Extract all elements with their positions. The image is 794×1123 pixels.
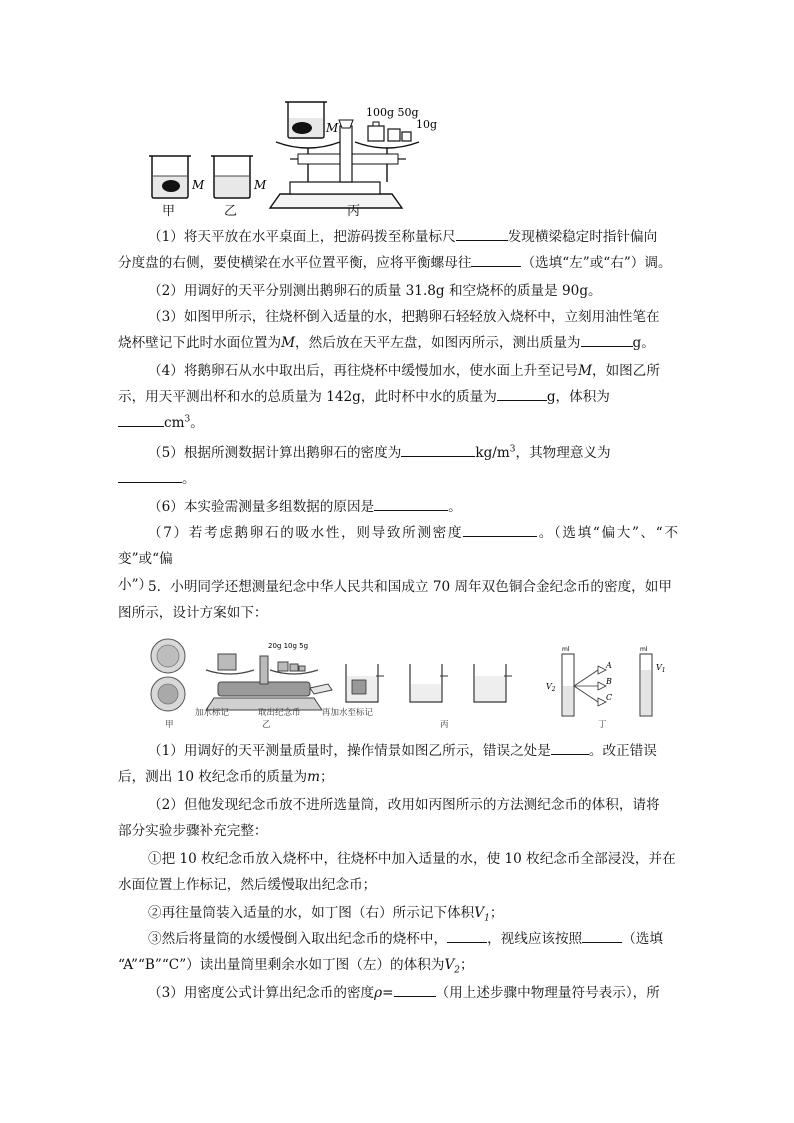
sightline-a: A [606, 661, 612, 670]
coins-jia [151, 639, 185, 711]
q5-circle3: ③然后将量筒的水缓慢倒入取出纪念币的烧杯中， ，视线应该按照 （选填 “A”“B”“C”）读出量筒里剩余水如丁图（左）的体积为$V_2$； [118, 926, 678, 978]
q5-step2: （2）但他发现纪念币放不进所选量筒，改用如丙图所示的方法测纪念币的体积，请将 部分实验步骤补充完整： [118, 797, 660, 839]
blank-13 [394, 982, 436, 997]
blank-3 [581, 332, 633, 347]
label-take-coin: 取出纪念币 [258, 708, 301, 718]
q1-part4: （4）将鹅卵石从水中取出后，再往烧杯中缓慢加水，使水面上升至记号M，如图乙所 示，用天平测出杯和水的总质量为 142g，此时杯中水的质量为 g，体积为 $cm^3$。 [118, 363, 660, 431]
blank-1 [456, 226, 508, 241]
label-yi: 乙 [224, 204, 238, 219]
blank-11 [447, 928, 487, 943]
label-refill: 再加水至标记 [322, 708, 374, 718]
blank-12 [582, 928, 622, 943]
label-bing: 丙 [347, 204, 361, 219]
blank-2 [471, 252, 521, 267]
beaker-yi [211, 156, 253, 198]
q5-circle1: ①把 10 枚纪念币放入烧杯中，往烧杯中加入适量的水，使 10 枚纪念币全部浸没，并在 水面位置上作标记，然后缓慢取出纪念币； [118, 851, 676, 893]
figure-balance-experiment [140, 96, 460, 220]
q1-part2: （2）用调好的天平分别测出鹅卵石的质量 31.8g 和空烧杯的质量是 90g。 [148, 283, 602, 299]
mark-m-yi: M [254, 178, 267, 192]
blank-6 [401, 442, 475, 457]
blank-8 [374, 496, 448, 511]
sightline-c: C [606, 693, 613, 702]
q5-circle2: ②再往量筒装入适量的水，如丁图（右）所示记下体积$V_1$； [148, 905, 504, 924]
q1-part5: （5）根据所测数据计算出鹅卵石的密度为 $kg/m^3$，其物理意义为 。 [118, 440, 678, 492]
label-coin-bing: 丙 [440, 720, 449, 730]
blank-5 [118, 412, 164, 427]
weight-10-label: 10g [416, 118, 438, 131]
sightline-b: B [606, 677, 612, 686]
cyl-v1-label: $V_1$ [656, 663, 666, 674]
balance-yi [206, 654, 332, 710]
beaker-jia [149, 156, 191, 198]
q5-step1: （1）用调好的天平测量质量时，操作情景如图乙所示，错误之处是 。改正错误 后，测出 10 枚纪念币的质量为m； [118, 738, 678, 790]
cyl-ml-left: ml [562, 646, 570, 653]
blank-7 [118, 468, 182, 483]
q5-intro: 5．小明同学还想测量纪念中华人民共和国成立 70 周年双色铜合金纪念币的密度，如甲 图所示，设计方案如下： [118, 579, 672, 621]
blank-4 [497, 386, 547, 401]
cyl-v2-label: $V_2$ [546, 682, 556, 693]
mark-m-jia: M [192, 178, 205, 192]
q1-part6: （6）本实验需测量多组数据的原因是 。 [118, 494, 678, 520]
blank-10 [551, 740, 589, 755]
q1-part1: （1）将天平放在水平桌面上，把游码拨至称量标尺 发现横梁稳定时指针偏向 分度盘的右侧，要使横梁在水平位置平衡，应将平衡螺母往 （选填“左”或“右”）调。 [118, 224, 678, 276]
label-add-water: 加水标记 [195, 708, 230, 718]
q1-part3: （3）如图甲所示，往烧杯倒入适量的水，把鹅卵石轻轻放入烧杯中，立刻用油性笔在 烧杯壁记下此时水面位置为M，然后放在天平左盘，如图丙所示，测出质量为 g。 [118, 309, 660, 351]
coin-weights-label: 20g 10g 5g [268, 642, 309, 650]
mark-m-bing: M [326, 121, 339, 135]
cyl-ml-right: ml [640, 646, 648, 653]
weights-label: 100g 50g [366, 106, 419, 119]
label-coin-yi: 乙 [262, 720, 271, 730]
blank-9 [463, 522, 537, 537]
q5-step3: （3）用密度公式计算出纪念币的密度ρ= （用上述步骤中物理量符号表示），所 [118, 980, 678, 1006]
q1-part7: （7）若考虑鹅卵石的吸水性，则导致所测密度 。（选填“偏大”、“不变”或“偏 小”） [118, 520, 678, 598]
label-coin-jia: 甲 [165, 720, 174, 730]
label-jia: 甲 [162, 204, 176, 219]
label-coin-ding: 丁 [598, 720, 607, 730]
beakers-bing [346, 664, 512, 702]
